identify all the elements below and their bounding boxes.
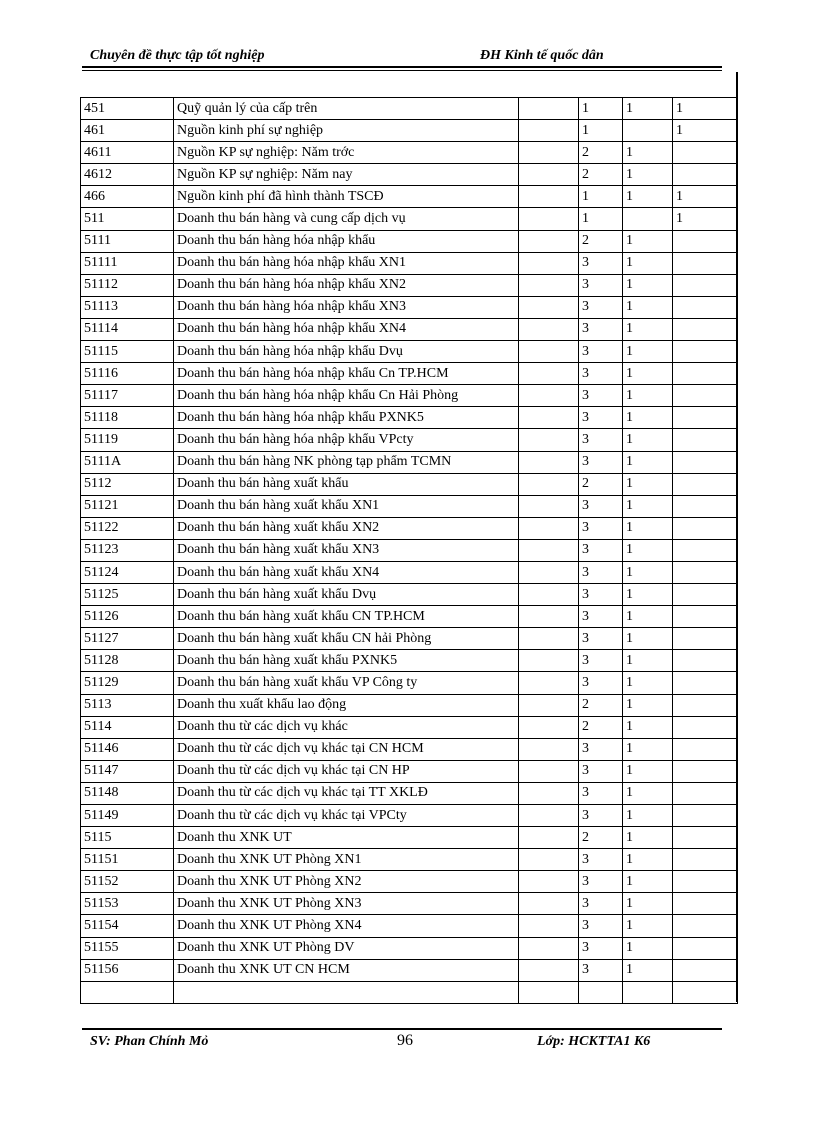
blank-cell <box>519 296 579 318</box>
flag-a-cell: 1 <box>623 937 673 959</box>
blank-cell <box>519 451 579 473</box>
flag-a-cell: 1 <box>623 672 673 694</box>
blank-cell <box>519 473 579 495</box>
level-cell: 3 <box>579 584 623 606</box>
flag-a-cell: 1 <box>623 561 673 583</box>
account-code: 51115 <box>81 341 174 363</box>
account-code: 5112 <box>81 473 174 495</box>
flag-b-cell <box>673 561 738 583</box>
flag-b-cell <box>673 871 738 893</box>
blank-cell <box>519 385 579 407</box>
flag-b-cell <box>673 628 738 650</box>
flag-b-cell <box>673 341 738 363</box>
flag-a-cell: 1 <box>623 827 673 849</box>
flag-b-cell <box>673 782 738 804</box>
table-row <box>81 937 738 959</box>
account-code: 466 <box>81 186 174 208</box>
account-name: Doanh thu từ các dịch vụ khác tại CN HP <box>174 760 519 782</box>
blank-cell <box>519 628 579 650</box>
account-name: Nguồn KP sự nghiệp: Năm nay <box>174 164 519 186</box>
level-cell: 3 <box>579 341 623 363</box>
table-row <box>81 871 738 893</box>
account-name: Doanh thu từ các dịch vụ khác tại TT XKLĐ <box>174 782 519 804</box>
flag-b-cell <box>673 296 738 318</box>
footer-student-name: SV: Phan Chính Mỏ <box>90 1034 209 1049</box>
flag-b-cell <box>673 429 738 451</box>
account-name: Doanh thu XNK UT Phòng XN3 <box>174 893 519 915</box>
blank-cell <box>519 738 579 760</box>
account-name: Doanh thu XNK UT Phòng XN4 <box>174 915 519 937</box>
level-cell: 3 <box>579 385 623 407</box>
flag-b-cell: 1 <box>673 120 738 142</box>
flag-b-cell <box>673 893 738 915</box>
level-cell: 3 <box>579 606 623 628</box>
blank-cell <box>519 274 579 296</box>
flag-b-cell <box>673 584 738 606</box>
table-row <box>81 539 738 561</box>
header-rule-thin <box>82 70 722 71</box>
account-name: Doanh thu bán hàng xuất khẩu Dvụ <box>174 584 519 606</box>
account-code: 51113 <box>81 296 174 318</box>
flag-a-cell: 1 <box>623 517 673 539</box>
account-code: 51116 <box>81 363 174 385</box>
account-code: 51146 <box>81 738 174 760</box>
flag-a-cell: 1 <box>623 473 673 495</box>
account-code: 51123 <box>81 539 174 561</box>
blank-cell <box>519 782 579 804</box>
account-name: Doanh thu bán hàng hóa nhập khẩu <box>174 230 519 252</box>
blank-cell <box>519 98 579 120</box>
flag-b-cell: 1 <box>673 208 738 230</box>
flag-a-cell: 1 <box>623 495 673 517</box>
account-name: Doanh thu bán hàng hóa nhập khẩu XN1 <box>174 252 519 274</box>
level-cell: 3 <box>579 296 623 318</box>
table-row <box>81 915 738 937</box>
flag-b-cell <box>673 805 738 827</box>
blank-cell <box>519 429 579 451</box>
table-row <box>81 120 738 142</box>
flag-b-cell <box>673 385 738 407</box>
account-name: Doanh thu từ các dịch vụ khác tại VPCty <box>174 805 519 827</box>
account-code: 5111A <box>81 451 174 473</box>
account-name: Doanh thu bán hàng xuất khẩu <box>174 473 519 495</box>
table-row <box>81 805 738 827</box>
account-code: 5113 <box>81 694 174 716</box>
account-code: 5115 <box>81 827 174 849</box>
level-cell: 1 <box>579 120 623 142</box>
flag-a-cell: 1 <box>623 606 673 628</box>
table-row <box>81 584 738 606</box>
account-code: 51126 <box>81 606 174 628</box>
level-cell: 2 <box>579 230 623 252</box>
table-row <box>81 849 738 871</box>
flag-b-cell <box>673 849 738 871</box>
level-cell: 3 <box>579 915 623 937</box>
flag-b-cell <box>673 937 738 959</box>
account-name: Doanh thu bán hàng xuất khẩu CN TP.HCM <box>174 606 519 628</box>
table-row <box>81 738 738 760</box>
flag-a-cell: 1 <box>623 760 673 782</box>
account-code: 51156 <box>81 959 174 981</box>
flag-a-cell: 1 <box>623 230 673 252</box>
flag-b-cell: 1 <box>673 186 738 208</box>
flag-a-cell <box>623 208 673 230</box>
flag-b-cell <box>673 959 738 981</box>
flag-b-cell: 1 <box>673 98 738 120</box>
blank-cell <box>519 230 579 252</box>
table-row <box>81 451 738 473</box>
flag-a-cell: 1 <box>623 628 673 650</box>
flag-b-cell <box>673 517 738 539</box>
account-code: 51129 <box>81 672 174 694</box>
account-code: 51124 <box>81 561 174 583</box>
flag-b-cell <box>673 694 738 716</box>
account-table-body <box>81 98 738 1004</box>
account-name: Doanh thu XNK UT Phòng DV <box>174 937 519 959</box>
table-row <box>81 363 738 385</box>
flag-b-cell <box>673 407 738 429</box>
flag-a-cell: 1 <box>623 650 673 672</box>
table-row <box>81 429 738 451</box>
blank-cell <box>519 871 579 893</box>
account-code: 461 <box>81 120 174 142</box>
flag-b-cell <box>673 495 738 517</box>
blank-cell <box>519 760 579 782</box>
table-row <box>81 407 738 429</box>
flag-b-cell <box>673 318 738 340</box>
level-cell: 2 <box>579 716 623 738</box>
flag-b-cell <box>673 252 738 274</box>
level-cell: 3 <box>579 937 623 959</box>
account-name: Doanh thu bán hàng xuất khẩu XN4 <box>174 561 519 583</box>
level-cell: 3 <box>579 252 623 274</box>
level-cell: 3 <box>579 318 623 340</box>
account-code: 51147 <box>81 760 174 782</box>
level-cell: 3 <box>579 628 623 650</box>
blank-cell <box>519 584 579 606</box>
level-cell: 2 <box>579 827 623 849</box>
account-code: 51118 <box>81 407 174 429</box>
account-code: 51154 <box>81 915 174 937</box>
header-university: ĐH Kinh tế quốc dân <box>480 48 604 63</box>
account-name: Doanh thu bán hàng hóa nhập khẩu XN2 <box>174 274 519 296</box>
account-name: Doanh thu bán hàng xuất khẩu XN1 <box>174 495 519 517</box>
flag-b-cell <box>673 760 738 782</box>
account-code: 51151 <box>81 849 174 871</box>
account-code: 51111 <box>81 252 174 274</box>
blank-cell <box>519 341 579 363</box>
account-name: Doanh thu bán hàng hóa nhập khẩu Cn TP.HCM <box>174 363 519 385</box>
level-cell: 3 <box>579 672 623 694</box>
level-cell: 3 <box>579 451 623 473</box>
flag-a-cell: 1 <box>623 98 673 120</box>
level-cell <box>579 981 623 1003</box>
account-code: 5111 <box>81 230 174 252</box>
flag-a-cell: 1 <box>623 451 673 473</box>
blank-cell <box>519 318 579 340</box>
account-code: 51128 <box>81 650 174 672</box>
level-cell: 3 <box>579 959 623 981</box>
flag-a-cell: 1 <box>623 164 673 186</box>
flag-b-cell <box>673 915 738 937</box>
table-row <box>81 98 738 120</box>
flag-a-cell: 1 <box>623 385 673 407</box>
blank-cell <box>519 142 579 164</box>
account-code: 51114 <box>81 318 174 340</box>
account-name: Doanh thu bán hàng hóa nhập khẩu XN4 <box>174 318 519 340</box>
blank-cell <box>519 650 579 672</box>
flag-a-cell: 1 <box>623 584 673 606</box>
flag-a-cell <box>623 120 673 142</box>
account-code: 51119 <box>81 429 174 451</box>
flag-b-cell <box>673 473 738 495</box>
flag-a-cell: 1 <box>623 893 673 915</box>
flag-a-cell: 1 <box>623 186 673 208</box>
flag-a-cell: 1 <box>623 738 673 760</box>
table-row <box>81 517 738 539</box>
table-row <box>81 694 738 716</box>
account-code: 51152 <box>81 871 174 893</box>
flag-a-cell: 1 <box>623 274 673 296</box>
table-row <box>81 716 738 738</box>
flag-b-cell <box>673 539 738 561</box>
table-row <box>81 296 738 318</box>
flag-a-cell: 1 <box>623 782 673 804</box>
account-name: Doanh thu bán hàng hóa nhập khẩu PXNK5 <box>174 407 519 429</box>
flag-a-cell: 1 <box>623 915 673 937</box>
account-code: 51117 <box>81 385 174 407</box>
account-name: Doanh thu bán hàng NK phòng tạp phẩm TCMN <box>174 451 519 473</box>
table-row <box>81 561 738 583</box>
level-cell: 3 <box>579 782 623 804</box>
level-cell: 1 <box>579 98 623 120</box>
page-number: 96 <box>397 1032 413 1049</box>
flag-b-cell <box>673 827 738 849</box>
flag-b-cell <box>673 142 738 164</box>
account-code <box>81 981 174 1003</box>
blank-cell <box>519 208 579 230</box>
table-row <box>81 274 738 296</box>
account-code: 511 <box>81 208 174 230</box>
flag-b-cell <box>673 981 738 1003</box>
table-row <box>81 606 738 628</box>
flag-a-cell: 1 <box>623 871 673 893</box>
account-name: Doanh thu XNK UT Phòng XN2 <box>174 871 519 893</box>
table-row <box>81 495 738 517</box>
table-row <box>81 164 738 186</box>
level-cell: 3 <box>579 650 623 672</box>
account-code: 51121 <box>81 495 174 517</box>
account-code: 51112 <box>81 274 174 296</box>
table-row <box>81 341 738 363</box>
blank-cell <box>519 517 579 539</box>
level-cell: 3 <box>579 738 623 760</box>
blank-cell <box>519 363 579 385</box>
flag-a-cell: 1 <box>623 142 673 164</box>
account-name <box>174 981 519 1003</box>
account-code: 451 <box>81 98 174 120</box>
flag-a-cell: 1 <box>623 716 673 738</box>
header-rule-thick <box>82 66 722 68</box>
account-name: Doanh thu bán hàng xuất khẩu XN3 <box>174 539 519 561</box>
level-cell: 3 <box>579 539 623 561</box>
level-cell: 3 <box>579 407 623 429</box>
page-header <box>82 44 722 68</box>
flag-a-cell: 1 <box>623 296 673 318</box>
flag-b-cell <box>673 606 738 628</box>
blank-cell <box>519 120 579 142</box>
level-cell: 3 <box>579 805 623 827</box>
table-row <box>81 959 738 981</box>
account-name: Doanh thu bán hàng xuất khẩu CN hải Phòng <box>174 628 519 650</box>
table-row <box>81 827 738 849</box>
account-name: Doanh thu bán hàng hóa nhập khẩu XN3 <box>174 296 519 318</box>
flag-b-cell <box>673 650 738 672</box>
blank-cell <box>519 561 579 583</box>
flag-b-cell <box>673 230 738 252</box>
account-code: 4612 <box>81 164 174 186</box>
account-code: 51125 <box>81 584 174 606</box>
blank-cell <box>519 407 579 429</box>
account-name: Nguồn kinh phí đã hình thành TSCĐ <box>174 186 519 208</box>
table-row <box>81 893 738 915</box>
account-name: Doanh thu bán hàng xuất khẩu XN2 <box>174 517 519 539</box>
flag-a-cell: 1 <box>623 252 673 274</box>
table-row <box>81 186 738 208</box>
level-cell: 3 <box>579 495 623 517</box>
blank-cell <box>519 981 579 1003</box>
level-cell: 1 <box>579 186 623 208</box>
account-name: Doanh thu bán hàng hóa nhập khẩu VPcty <box>174 429 519 451</box>
flag-a-cell: 1 <box>623 539 673 561</box>
level-cell: 3 <box>579 561 623 583</box>
account-name: Nguồn KP sự nghiệp: Năm trớc <box>174 142 519 164</box>
account-name: Doanh thu bán hàng xuất khẩu PXNK5 <box>174 650 519 672</box>
account-name: Doanh thu bán hàng hóa nhập khẩu Dvụ <box>174 341 519 363</box>
footer-rule <box>82 1028 722 1030</box>
account-name: Doanh thu bán hàng hóa nhập khẩu Cn Hải Phòng <box>174 385 519 407</box>
account-code: 51149 <box>81 805 174 827</box>
level-cell: 3 <box>579 893 623 915</box>
table-row <box>81 385 738 407</box>
blank-cell <box>519 672 579 694</box>
flag-b-cell <box>673 716 738 738</box>
table-row <box>81 230 738 252</box>
account-name: Doanh thu bán hàng xuất khẩu VP Công ty <box>174 672 519 694</box>
header-thesis-title: Chuyên đề thực tập tốt nghiệp <box>90 48 265 63</box>
table-row <box>81 473 738 495</box>
level-cell: 3 <box>579 517 623 539</box>
blank-cell <box>519 937 579 959</box>
blank-cell <box>519 606 579 628</box>
level-cell: 3 <box>579 849 623 871</box>
page-footer <box>82 1028 722 1058</box>
account-table <box>80 97 738 1004</box>
table-row <box>81 981 738 1003</box>
level-cell: 2 <box>579 164 623 186</box>
level-cell: 3 <box>579 871 623 893</box>
flag-a-cell: 1 <box>623 429 673 451</box>
footer-class: Lớp: HCKTTA1 K6 <box>537 1034 651 1049</box>
level-cell: 2 <box>579 142 623 164</box>
blank-cell <box>519 495 579 517</box>
blank-cell <box>519 164 579 186</box>
level-cell: 1 <box>579 208 623 230</box>
table-row <box>81 252 738 274</box>
blank-cell <box>519 252 579 274</box>
account-name: Quỹ quản lý của cấp trên <box>174 98 519 120</box>
flag-a-cell: 1 <box>623 805 673 827</box>
flag-a-cell: 1 <box>623 959 673 981</box>
account-code: 51122 <box>81 517 174 539</box>
flag-a-cell <box>623 981 673 1003</box>
account-name: Doanh thu từ các dịch vụ khác tại CN HCM <box>174 738 519 760</box>
level-cell: 2 <box>579 473 623 495</box>
blank-cell <box>519 849 579 871</box>
blank-cell <box>519 539 579 561</box>
account-name: Doanh thu bán hàng và cung cấp dịch vụ <box>174 208 519 230</box>
account-code: 51153 <box>81 893 174 915</box>
level-cell: 2 <box>579 694 623 716</box>
table-row <box>81 628 738 650</box>
blank-cell <box>519 827 579 849</box>
flag-a-cell: 1 <box>623 849 673 871</box>
blank-cell <box>519 716 579 738</box>
flag-b-cell <box>673 164 738 186</box>
account-code: 5114 <box>81 716 174 738</box>
blank-cell <box>519 959 579 981</box>
flag-b-cell <box>673 451 738 473</box>
level-cell: 3 <box>579 760 623 782</box>
account-code: 4611 <box>81 142 174 164</box>
account-name: Doanh thu XNK UT Phòng XN1 <box>174 849 519 871</box>
table-row <box>81 672 738 694</box>
level-cell: 3 <box>579 363 623 385</box>
blank-cell <box>519 694 579 716</box>
level-cell: 3 <box>579 429 623 451</box>
account-code: 51127 <box>81 628 174 650</box>
flag-a-cell: 1 <box>623 318 673 340</box>
blank-cell <box>519 915 579 937</box>
flag-a-cell: 1 <box>623 363 673 385</box>
account-name: Doanh thu XNK UT CN HCM <box>174 959 519 981</box>
flag-b-cell <box>673 363 738 385</box>
table-row <box>81 650 738 672</box>
blank-cell <box>519 893 579 915</box>
flag-b-cell <box>673 274 738 296</box>
account-code: 51148 <box>81 782 174 804</box>
flag-b-cell <box>673 738 738 760</box>
flag-b-cell <box>673 672 738 694</box>
flag-a-cell: 1 <box>623 341 673 363</box>
table-row <box>81 782 738 804</box>
table-row <box>81 208 738 230</box>
level-cell: 3 <box>579 274 623 296</box>
blank-cell <box>519 186 579 208</box>
table-row <box>81 760 738 782</box>
flag-a-cell: 1 <box>623 694 673 716</box>
account-name: Doanh thu XNK UT <box>174 827 519 849</box>
flag-a-cell: 1 <box>623 407 673 429</box>
table-row <box>81 318 738 340</box>
blank-cell <box>519 805 579 827</box>
account-name: Nguồn kinh phí sự nghiệp <box>174 120 519 142</box>
account-code: 51155 <box>81 937 174 959</box>
table-row <box>81 142 738 164</box>
account-name: Doanh thu xuất khẩu lao động <box>174 694 519 716</box>
account-name: Doanh thu từ các dịch vụ khác <box>174 716 519 738</box>
